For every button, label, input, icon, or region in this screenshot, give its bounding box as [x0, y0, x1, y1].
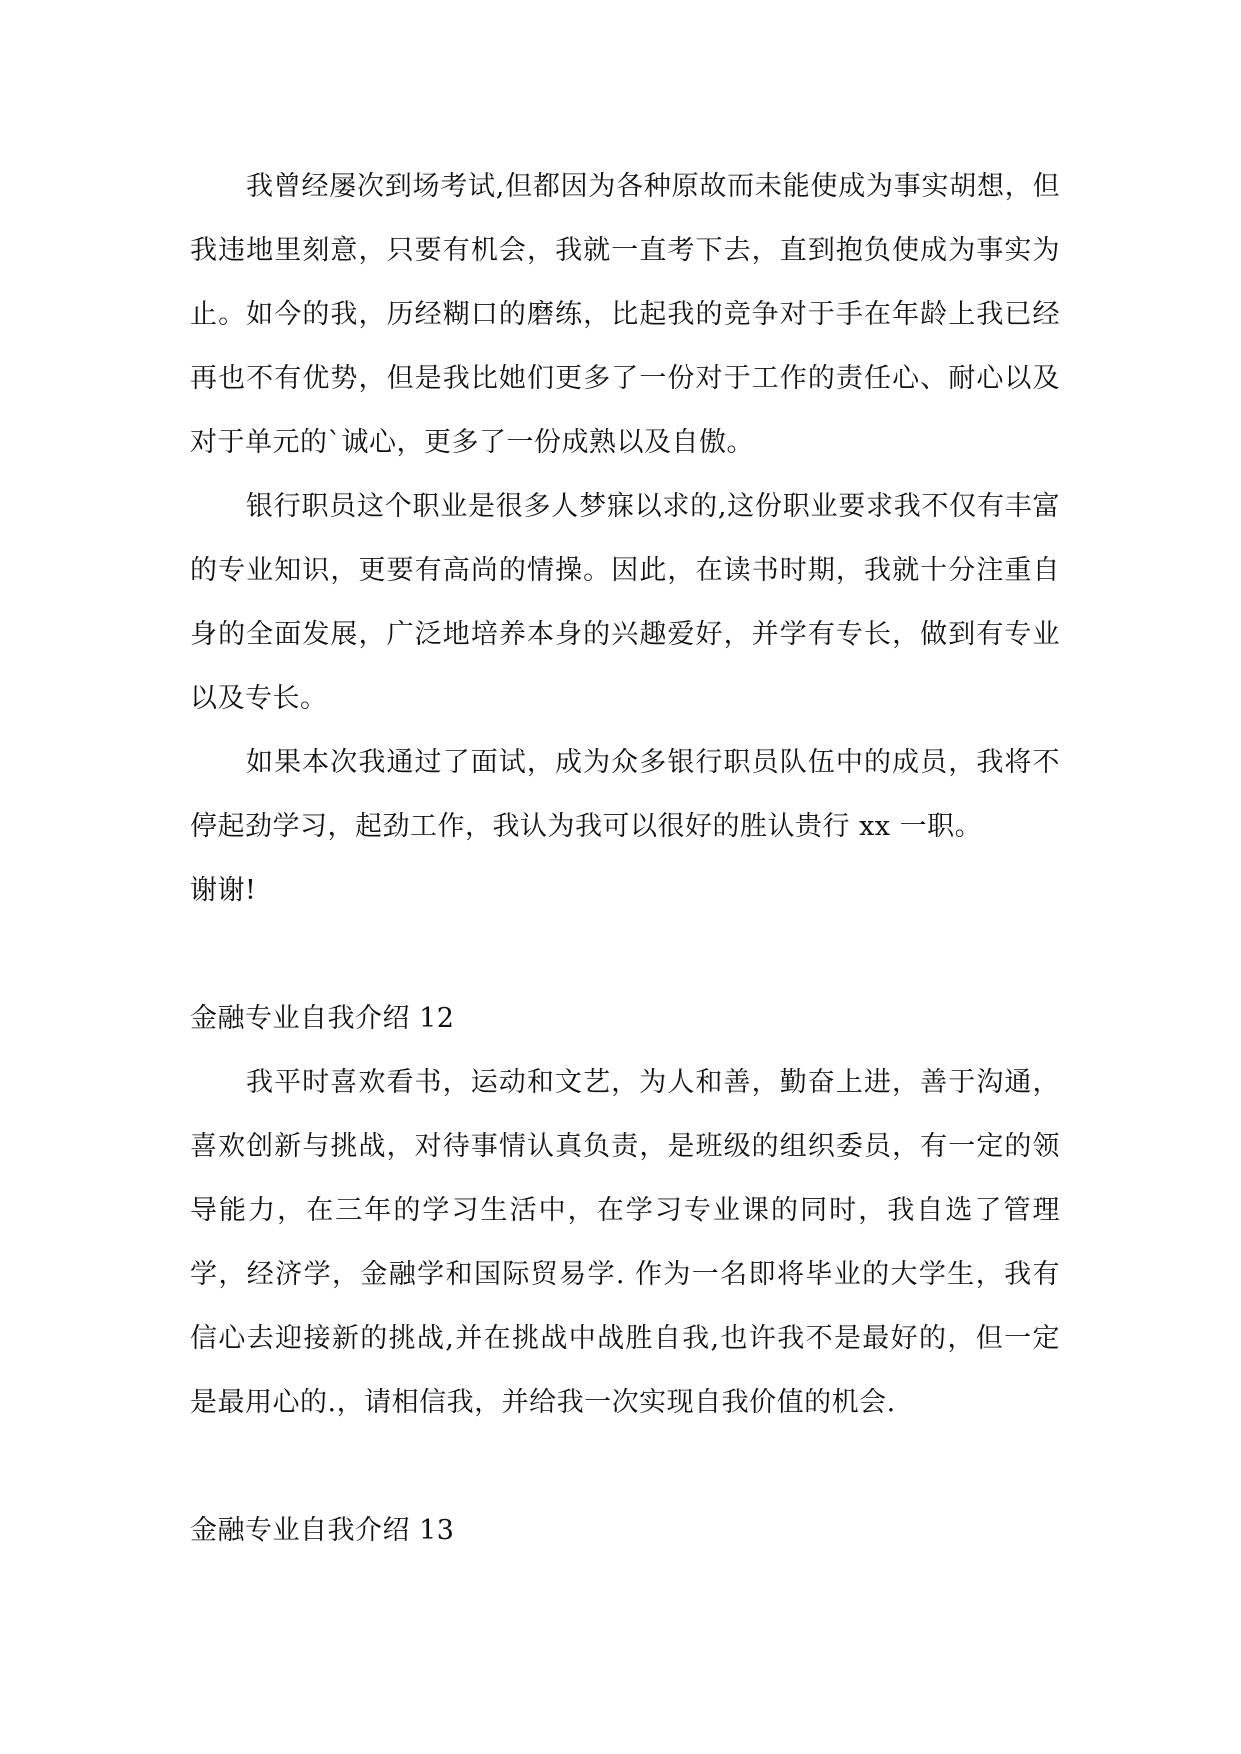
section-spacer — [190, 923, 1060, 987]
paragraph-bank-career: 银行职员这个职业是很多人梦寐以求的,这份职业要求我不仅有丰富的专业知识，更要有高尚的情操。因此，在读书时期，我就十分注重自身的全面发展，广泛地培养本身的兴趣爱好，并学有专长，做到有专业以及专长。 — [190, 491, 1060, 714]
paragraph-section-12: 我平时喜欢看书，运动和文艺，为人和善，勤奋上进，善于沟通，喜欢创新与挑战，对待事情认真负责，是班级的组织委员，有一定的领导能力，在三年的学习生活中，在学习专业课的同时，我自选了管理学，经济学，金融学和国际贸易学. 作为一名即将毕业的大学生，我有信心去迎接新的挑战,并在挑战中战胜自我,也许我不是最好的，但一定是最用心的.，请相信我，并给我一次实现自我价值的机会. — [190, 1067, 1060, 1418]
section-spacer — [190, 1435, 1060, 1499]
document-body — [190, 155, 1060, 1563]
section-heading-13: 金融专业自我介绍 13 — [190, 1515, 455, 1546]
paragraph-exam-experience: 我曾经屡次到场考试,但都因为各种原故而未能使成为事实胡想，但我违地里刻意，只要有机会，我就一直考下去，直到抱负使成为事实为止。如今的我，历经糊口的磨练，比起我的竞争对于手在年龄上我已经再也不有优势，但是我比她们更多了一份对于工作的责任心、耐心以及对于单元的`诚心，更多了一份成熟以及自傲。 — [190, 171, 1060, 458]
closing-thanks: 谢谢! — [190, 875, 257, 906]
section-heading-12: 金融专业自我介绍 12 — [190, 1003, 455, 1034]
paragraph-interview-hope: 如果本次我通过了面试，成为众多银行职员队伍中的成员，我将不停起劲学习，起劲工作，我认为我可以很好的胜认贵行 xx 一职。 — [190, 747, 1060, 842]
